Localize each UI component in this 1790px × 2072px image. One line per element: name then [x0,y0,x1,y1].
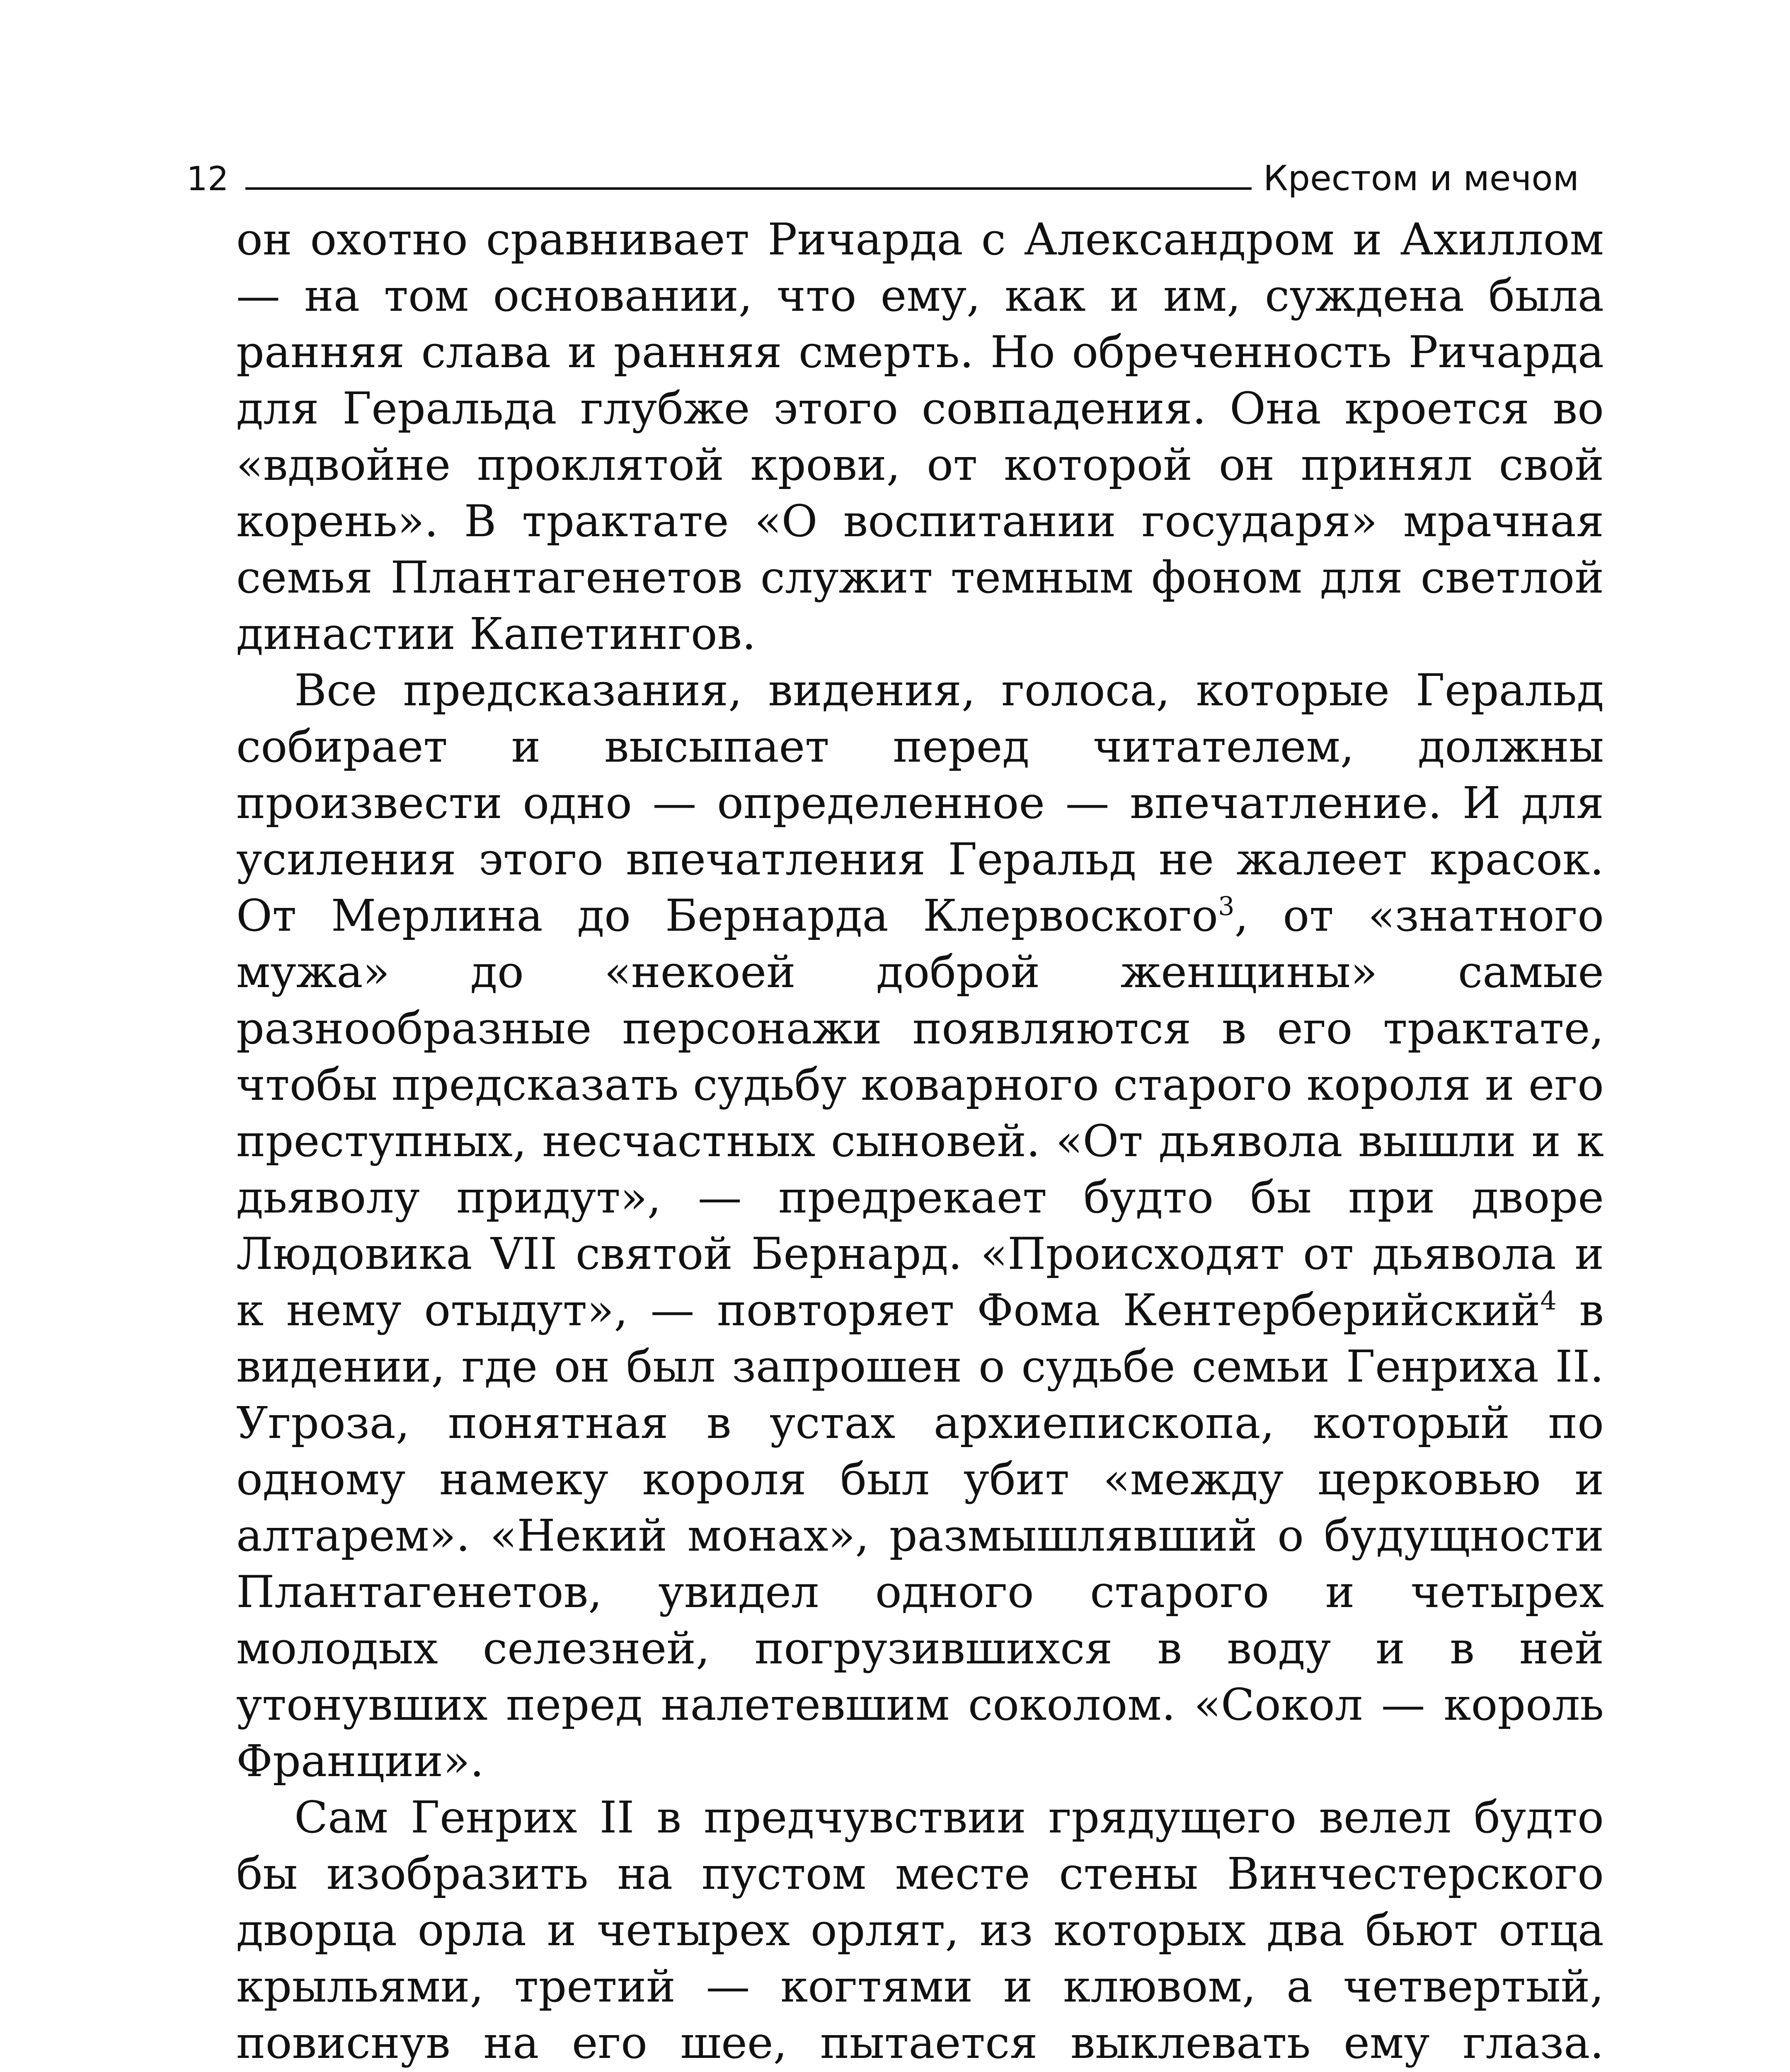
paragraph-3 [236,1789,1604,2072]
page-number: 12 [187,160,229,198]
footnote-ref-4[interactable]: 4 [1540,1285,1557,1316]
paragraph-text: , от «знатного мужа» до «некоей доброй женщины» самые разнообразные персонажи появляются в его трактате, чтобы предсказать судьбу коварного старого короля и его преступных, несчастных сыновей. «От дьявола вышли и к дьяволу придут», — предрекает будто бы при дворе Людовика VII святой Бернард. «Происходят от дьявола и к нему отыдут», — повторяет Фома Кентерберийский [236,890,1604,1336]
paragraph-2 [236,662,1604,1789]
paragraph-1 [236,211,1604,662]
paragraph-text: Все предсказания, видения, голоса, которые Геральд собирает и высыпает перед читателем, должны произвести одно — определенное — впечатление. И для усиления этого впечатления Геральд не жалеет красок. От Мерлина до Бернарда Клервоского [236,665,1604,941]
header-rule [245,187,1252,190]
paragraph-text: Сам Генрих II в предчувствии грядущего велел будто бы изобразить на пустом месте стены Винчестерского дворца орла и четырех орлят, из которых два бьют отца крыльями, третий — когтями и клювом, а четвертый, повиснув на его шее, пытается выклевать ему глаза. [236,1792,1604,2068]
paragraph-text: в видении, где он был запрошен о судьбе семьи Генриха II. Угроза, понятная в устах архиепископа, который по одному намеку короля был убит «между церковью и алтарем». «Некий монах», размышлявший о будущности Плантагенетов, увидел одного старого и четырех молодых селезней, погрузившихся в воду и в ней утонувших перед налетевшим соколом. «Сокол — король Франции». [236,1285,1604,1786]
running-head [187,137,1579,199]
paragraph-text: он охотно сравнивает Ричарда с Александром и Ахиллом — на том основании, что ему, как и им, суждена была ранняя слава и ранняя смерть. Но обреченность Ричарда для Геральда глубже этого совпадения. Она кроется во «вдвойне проклятой крови, от которой он принял свой корень». В трактате «О воспитании государя» мрачная семья Плантагенетов служит темным фоном для светлой династии Капетингов. [236,214,1604,659]
body-text [236,211,1604,2072]
footnote-ref-3[interactable]: 3 [1218,891,1235,921]
running-title: Крестом и мечом [1263,158,1579,198]
